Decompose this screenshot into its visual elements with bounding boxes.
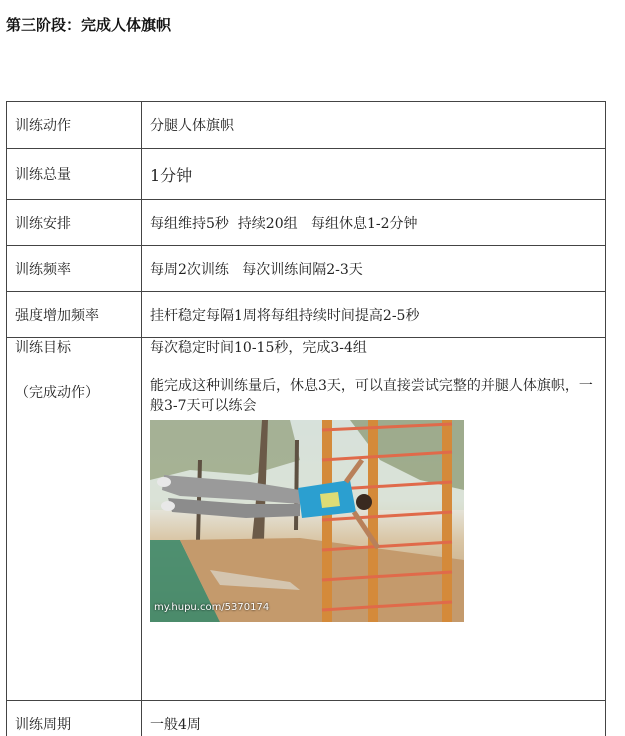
goal-line-2: 能完成这种训练量后，休息3天，可以直接尝试完整的并腿人体旗帜，一般3-7天可以练会 bbox=[150, 378, 593, 414]
section-title: 第三阶段：完成人体旗帜 bbox=[6, 16, 172, 34]
row-label: 训练频率 bbox=[7, 246, 142, 292]
table-row bbox=[7, 701, 606, 736]
goal-line-1: 每次稳定时间10-15秒，完成3-4组 bbox=[150, 340, 367, 356]
table-row bbox=[7, 246, 606, 292]
goal-sub-label: （完成动作） bbox=[15, 385, 99, 401]
goal-value-cell bbox=[142, 338, 606, 701]
row-label: 训练周期 bbox=[7, 701, 142, 736]
table-row bbox=[7, 338, 606, 701]
row-label: 训练总量 bbox=[7, 149, 142, 200]
row-value: 每周2次训练 每次训练间隔2-3天 bbox=[142, 246, 606, 292]
row-label: 强度增加频率 bbox=[7, 292, 142, 338]
table-row bbox=[7, 102, 606, 149]
photo-illustration bbox=[150, 420, 464, 622]
row-value: 每组维持5秒 持续20组 每组休息1-2分钟 bbox=[142, 200, 606, 246]
row-value: 挂杆稳定每隔1周将每组持续时间提高2-5秒 bbox=[142, 292, 606, 338]
table-row bbox=[7, 200, 606, 246]
goal-label-cell bbox=[7, 338, 142, 701]
goal-label: 训练目标 bbox=[15, 340, 71, 356]
row-value: 一般4周 bbox=[142, 701, 606, 736]
row-value: 1分钟 bbox=[142, 149, 606, 200]
training-plan-table bbox=[6, 101, 606, 736]
photo-watermark: my.hupu.com/5370174 bbox=[154, 602, 270, 613]
row-label: 训练动作 bbox=[7, 102, 142, 149]
table-row bbox=[7, 149, 606, 200]
human-flag-photo bbox=[150, 420, 464, 622]
table-row bbox=[7, 292, 606, 338]
row-value: 分腿人体旗帜 bbox=[142, 102, 606, 149]
row-label: 训练安排 bbox=[7, 200, 142, 246]
